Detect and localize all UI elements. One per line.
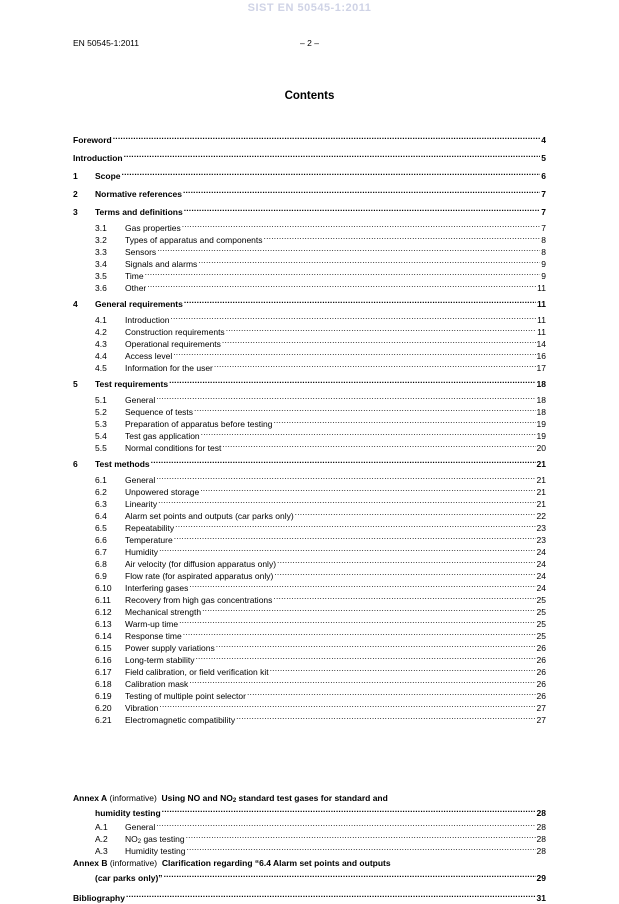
section-title: Testing of multiple point selector — [125, 691, 246, 701]
page-ref: 20 — [536, 443, 546, 453]
section-number: 5.4 — [95, 431, 107, 441]
section-title: Gas properties — [125, 223, 181, 233]
annex-b-type: (informative) — [109, 858, 158, 868]
section-title: Flow rate (for aspirated apparatus only) — [125, 571, 274, 581]
section-title: Warm-up time — [125, 619, 179, 629]
dot-leader — [189, 579, 535, 591]
dot-leader — [222, 439, 535, 451]
section-title: Information for the user — [125, 363, 213, 373]
page-ref: 21 — [536, 475, 546, 485]
section-title: Long-term stability — [125, 655, 195, 665]
section-number: 4 — [73, 299, 78, 309]
page-ref: 25 — [536, 619, 546, 629]
page-ref: 24 — [536, 547, 546, 557]
section-number: 6 — [73, 459, 78, 469]
toc-entry-a2[interactable] — [73, 830, 546, 845]
section-title: Field calibration, or field verification kit — [125, 667, 269, 677]
page-ref: 11 — [537, 327, 546, 337]
section-title: General — [125, 822, 156, 832]
page-ref: 9 — [541, 271, 546, 281]
dot-leader — [184, 203, 541, 215]
page-ref: 7 — [541, 223, 546, 233]
section-title: Linearity — [125, 499, 158, 509]
section-title: Access level — [125, 351, 173, 361]
dot-leader — [195, 651, 535, 663]
toc-entry[interactable] — [73, 455, 546, 467]
dot-leader — [216, 639, 536, 651]
dot-leader — [273, 415, 535, 427]
toc-entry[interactable] — [73, 615, 546, 627]
toc-entry[interactable] — [73, 415, 546, 427]
section-number: 6.14 — [95, 631, 112, 641]
toc-entry[interactable] — [73, 603, 546, 615]
page-ref: 6 — [541, 171, 546, 181]
section-title: Introduction — [73, 153, 123, 163]
toc-entry-bibliography[interactable] — [73, 889, 546, 901]
section-title: Operational requirements — [125, 339, 221, 349]
toc-entry[interactable] — [73, 203, 546, 215]
section-title-post: gas testing — [141, 834, 185, 844]
dot-leader — [145, 267, 541, 279]
section-number: A.3 — [95, 846, 108, 856]
page-ref: 18 — [536, 407, 546, 417]
dot-leader — [158, 495, 535, 507]
annex-b-heading — [73, 857, 546, 869]
annex-a-title-part2: standard test gases for standard and — [236, 793, 388, 803]
section-number: 4.4 — [95, 351, 107, 361]
dot-leader — [159, 699, 535, 711]
section-number: 5 — [73, 379, 78, 389]
section-number: 2 — [73, 189, 78, 199]
section-number: 5.1 — [95, 395, 107, 405]
watermark: SIST EN 50545-1:2011 — [247, 2, 372, 14]
dot-leader — [186, 830, 536, 842]
annex-a-label: Annex A — [73, 793, 108, 803]
document-id: EN 50545-1:2011 — [73, 38, 140, 48]
dot-leader — [175, 519, 535, 531]
section-title: Recovery from high gas concentrations — [125, 595, 273, 605]
section-number: 5.5 — [95, 443, 107, 453]
section-title: Vibration — [125, 703, 159, 713]
page-ref: 17 — [536, 363, 546, 373]
toc-entry[interactable] — [73, 675, 546, 687]
toc-entry[interactable] — [73, 439, 546, 451]
section-title: Normative references — [95, 189, 182, 199]
section-title: Sensors — [125, 247, 157, 257]
toc-entry[interactable] — [73, 335, 546, 347]
section-number: 6.21 — [95, 715, 112, 725]
section-title: Humidity testing — [125, 846, 186, 856]
annex-a-title-part1: Using NO and NO — [161, 793, 233, 803]
section-number: 6.10 — [95, 583, 112, 593]
toc-entry[interactable] — [73, 185, 546, 197]
section-title: Temperature — [125, 535, 173, 545]
section-title: Calibration mask — [125, 679, 189, 689]
section-number: 6.3 — [95, 499, 107, 509]
toc-entry[interactable] — [73, 519, 546, 531]
toc-entry[interactable] — [73, 627, 546, 639]
toc-entry[interactable] — [73, 403, 546, 415]
section-number: 3.1 — [95, 223, 107, 233]
toc-entry[interactable] — [73, 507, 546, 519]
dot-leader — [273, 591, 535, 603]
page-ref: 18 — [536, 379, 546, 389]
annex-a-line2 — [73, 804, 546, 816]
dot-leader — [236, 711, 535, 723]
dot-leader — [226, 323, 536, 335]
dot-leader — [164, 869, 536, 881]
dot-leader — [170, 311, 536, 323]
page-ref: 24 — [536, 559, 546, 569]
page-title: Contents — [284, 90, 335, 102]
section-title: Mechanical strength — [125, 607, 202, 617]
section-title: Unpowered storage — [125, 487, 200, 497]
page-ref: 19 — [536, 419, 546, 429]
section-number: 5.3 — [95, 419, 107, 429]
dot-leader — [277, 555, 536, 567]
section-title-sub: 2 — [137, 839, 142, 845]
section-title: Normal conditions for test — [125, 443, 222, 453]
dot-leader — [173, 347, 535, 359]
page-ref: 11 — [537, 315, 546, 325]
section-number: 6.12 — [95, 607, 112, 617]
toc-entry[interactable] — [73, 295, 546, 307]
section-number: 4.5 — [95, 363, 107, 373]
dot-leader — [162, 804, 536, 816]
section-number: 3.6 — [95, 283, 107, 293]
section-title: Humidity — [125, 547, 159, 557]
dot-leader — [295, 507, 536, 519]
dot-leader — [122, 167, 541, 179]
section-title: Scope — [95, 171, 121, 181]
page-ref: 23 — [536, 535, 546, 545]
dot-leader — [270, 663, 536, 675]
page-ref: 24 — [536, 583, 546, 593]
section-number: 6.17 — [95, 667, 112, 677]
section-title: General — [125, 395, 156, 405]
section-number: 1 — [73, 171, 78, 181]
page-ref: 4 — [541, 135, 546, 145]
section-number: 6.7 — [95, 547, 107, 557]
dot-leader — [113, 131, 541, 143]
dot-leader — [157, 243, 540, 255]
section-number: 4.2 — [95, 327, 107, 337]
annex-b-line2 — [73, 869, 546, 881]
dot-leader — [202, 603, 535, 615]
toc-entry[interactable] — [73, 687, 546, 699]
toc-entry[interactable] — [73, 311, 546, 323]
section-title: Time — [125, 271, 144, 281]
dot-leader — [183, 627, 536, 639]
dot-leader — [182, 219, 541, 231]
page-ref: 21 — [536, 499, 546, 509]
annex-b-title-line2: (car parks only)” — [95, 873, 163, 883]
section-title: General — [125, 475, 156, 485]
section-title: Introduction — [125, 315, 170, 325]
dot-leader — [156, 391, 535, 403]
dot-leader — [156, 471, 535, 483]
toc-entry[interactable] — [73, 359, 546, 371]
section-number: 3 — [73, 207, 78, 217]
dot-leader — [126, 889, 536, 901]
dot-leader — [189, 675, 535, 687]
toc-entry[interactable] — [73, 579, 546, 591]
page-ref: 26 — [536, 691, 546, 701]
toc-entry[interactable] — [73, 243, 546, 255]
dot-leader — [222, 335, 536, 347]
section-title: Repeatability — [125, 523, 175, 533]
toc-entry[interactable] — [73, 483, 546, 495]
dot-leader — [186, 842, 535, 854]
dot-leader — [274, 567, 535, 579]
section-title: Air velocity (for diffusion apparatus only) — [125, 559, 277, 569]
section-number: 5.2 — [95, 407, 107, 417]
section-number: 6.15 — [95, 643, 112, 653]
page-ref: 11 — [537, 283, 546, 293]
section-number: 6.13 — [95, 619, 112, 629]
dot-leader — [214, 359, 536, 371]
section-title: Foreword — [73, 135, 112, 145]
section-title: Other — [125, 283, 147, 293]
page-ref: 22 — [536, 511, 546, 521]
toc-entry[interactable] — [73, 663, 546, 675]
section-title: Alarm set points and outputs (car parks only) — [125, 511, 294, 521]
page-ref: 26 — [536, 655, 546, 665]
annex-a-heading — [73, 792, 546, 804]
page-ref: 11 — [537, 299, 546, 309]
toc-entry[interactable] — [73, 531, 546, 543]
toc-entry[interactable] — [73, 231, 546, 243]
page-ref: 28 — [536, 834, 546, 844]
section-number: 6.1 — [95, 475, 107, 485]
page-ref: 28 — [536, 846, 546, 856]
section-number: 6.20 — [95, 703, 112, 713]
toc-entry[interactable] — [73, 323, 546, 335]
page-ref: 7 — [541, 207, 546, 217]
toc-entry[interactable] — [73, 131, 546, 143]
section-number: 6.18 — [95, 679, 112, 689]
section-number: 6.16 — [95, 655, 112, 665]
page-ref: 26 — [536, 667, 546, 677]
section-number: 6.5 — [95, 523, 107, 533]
section-number: 3.5 — [95, 271, 107, 281]
section-title: Signals and alarms — [125, 259, 198, 269]
dot-leader — [184, 295, 536, 307]
bibliography-label: Bibliography — [73, 893, 125, 903]
section-title: Sequence of tests — [125, 407, 194, 417]
toc-entry[interactable] — [73, 591, 546, 603]
page-ref: 26 — [536, 643, 546, 653]
section-title: Power supply variations — [125, 643, 215, 653]
toc-entry[interactable] — [73, 267, 546, 279]
section-number: 6.19 — [95, 691, 112, 701]
section-title-pre: NO — [125, 834, 138, 844]
toc-entry[interactable] — [73, 711, 546, 723]
annex-a-page: 28 — [536, 808, 546, 818]
toc-entry[interactable] — [73, 375, 546, 387]
toc-entry[interactable] — [73, 279, 546, 291]
section-title: Test methods — [95, 459, 150, 469]
dot-leader — [169, 375, 535, 387]
toc-entry[interactable] — [73, 391, 546, 403]
toc-entry[interactable] — [73, 639, 546, 651]
section-number: A.2 — [95, 834, 108, 844]
toc-entry[interactable] — [73, 495, 546, 507]
bibliography-page: 31 — [536, 893, 546, 903]
page-ref: 27 — [536, 715, 546, 725]
page-ref: 21 — [536, 487, 546, 497]
page-ref: 21 — [536, 459, 546, 469]
section-title: Interfering gases — [125, 583, 189, 593]
toc-entry-a1[interactable] — [73, 818, 546, 830]
annex-a-title-line2: humidity testing — [95, 808, 161, 818]
dot-leader — [264, 231, 541, 243]
section-number: 6.8 — [95, 559, 107, 569]
page-ref: 23 — [536, 523, 546, 533]
toc-entry[interactable] — [73, 699, 546, 711]
toc-entry[interactable] — [73, 543, 546, 555]
section-number: 3.3 — [95, 247, 107, 257]
section-number: 4.1 — [95, 315, 107, 325]
toc-entry-a3[interactable] — [73, 842, 546, 854]
section-title: Test gas application — [125, 431, 200, 441]
section-number: 6.2 — [95, 487, 107, 497]
section-title: Construction requirements — [125, 327, 225, 337]
section-number: A.1 — [95, 822, 108, 832]
dot-leader — [198, 255, 540, 267]
page-ref: 25 — [536, 631, 546, 641]
dot-leader — [200, 483, 535, 495]
page-ref: 28 — [536, 822, 546, 832]
page-ref: 16 — [536, 351, 546, 361]
page-ref: 24 — [536, 571, 546, 581]
page-ref: 18 — [536, 395, 546, 405]
dot-leader — [156, 818, 535, 830]
dot-leader — [159, 543, 535, 555]
page-ref: 8 — [541, 235, 546, 245]
dot-leader — [183, 185, 540, 197]
section-title: Response time — [125, 631, 182, 641]
section-title: Terms and definitions — [95, 207, 183, 217]
section-title: Preparation of apparatus before testing — [125, 419, 273, 429]
toc-entry[interactable] — [73, 471, 546, 483]
page-ref: 25 — [536, 595, 546, 605]
dot-leader — [147, 279, 536, 291]
section-number: 4.3 — [95, 339, 107, 349]
page-ref: 26 — [536, 679, 546, 689]
dot-leader — [151, 455, 536, 467]
annex-b-title-line1: Clarification regarding “6.4 Alarm set points and outputs — [161, 858, 391, 868]
toc-entry[interactable] — [73, 567, 546, 579]
section-number: 6.4 — [95, 511, 107, 521]
dot-leader — [194, 403, 535, 415]
section-number: 3.2 — [95, 235, 107, 245]
toc-entry[interactable] — [73, 427, 546, 439]
toc-entry[interactable] — [73, 555, 546, 567]
page-ref: 14 — [536, 339, 546, 349]
page-ref: 27 — [536, 703, 546, 713]
toc-entry[interactable] — [73, 167, 546, 179]
section-title: Test requirements — [95, 379, 169, 389]
annex-b-label: Annex B — [73, 858, 108, 868]
page-ref: 25 — [536, 607, 546, 617]
dot-leader — [201, 427, 536, 439]
dot-leader — [174, 531, 536, 543]
dot-leader — [179, 615, 535, 627]
toc-entry[interactable] — [73, 219, 546, 231]
page-ref: 5 — [541, 153, 546, 163]
section-number: 6.6 — [95, 535, 107, 545]
dot-leader — [247, 687, 536, 699]
page-ref: 8 — [541, 247, 546, 257]
page-ref: 9 — [541, 259, 546, 269]
annex-b-page: 29 — [536, 873, 546, 883]
section-title: Electromagnetic compatibility — [125, 715, 236, 725]
page-ref: 19 — [536, 431, 546, 441]
section-title: Types of apparatus and components — [125, 235, 263, 245]
section-title: General requirements — [95, 299, 183, 309]
toc-entry[interactable] — [73, 255, 546, 267]
page-ref: 7 — [541, 189, 546, 199]
toc-entry[interactable] — [73, 651, 546, 663]
section-number: 3.4 — [95, 259, 107, 269]
section-number: 6.9 — [95, 571, 107, 581]
section-number: 6.11 — [95, 595, 111, 605]
toc-entry[interactable] — [73, 347, 546, 359]
annex-a-type: (informative) — [109, 793, 157, 803]
annex-a-title-sub: 2 — [232, 798, 237, 804]
toc-entry[interactable] — [73, 149, 546, 161]
page-number: – 2 – — [300, 38, 319, 48]
dot-leader — [124, 149, 541, 161]
